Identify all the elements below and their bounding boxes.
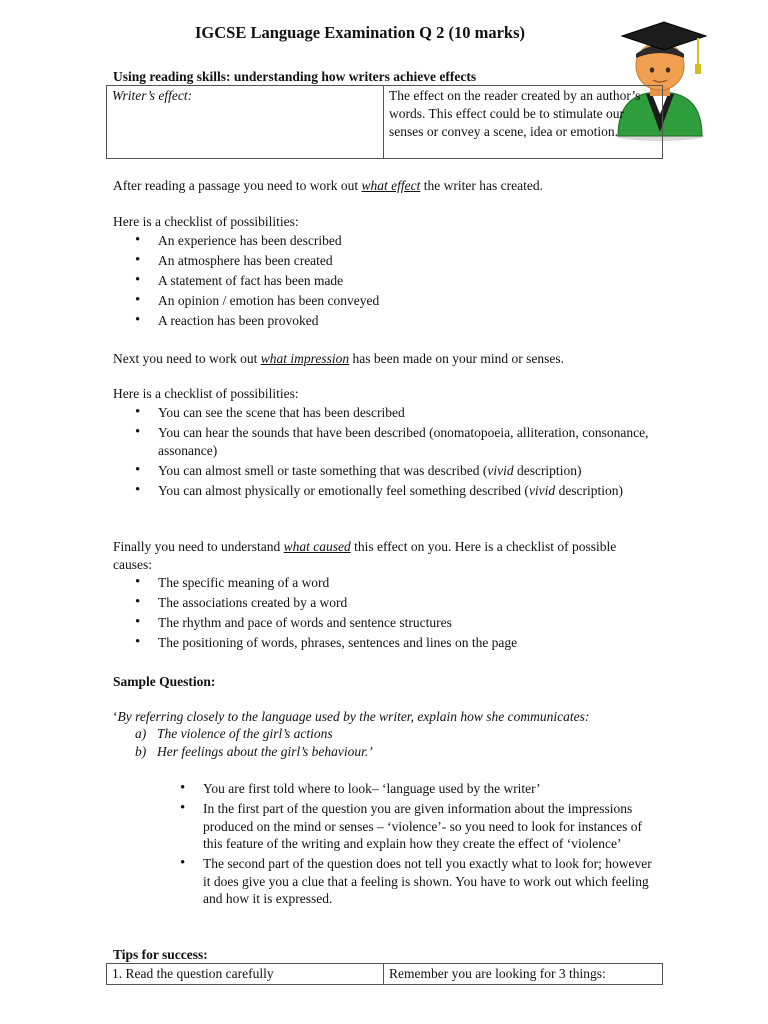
tips-heading: Tips for success: <box>113 947 208 962</box>
checklist-intro: Here is a checklist of possibilities: <box>113 214 299 229</box>
list-item: • The positioning of words, phrases, sentences and lines on the page <box>113 634 653 652</box>
list-item: • You can see the scene that has been described <box>113 404 653 422</box>
emphasis: what effect <box>361 178 421 193</box>
checklist-effects <box>113 232 653 332</box>
list-item: • An experience has been described <box>113 232 653 250</box>
checklist-causes <box>113 574 653 654</box>
paragraph-impression: Next you need to work out what impression has been made on your mind or senses. <box>113 351 564 366</box>
sample-subquestions <box>113 725 653 760</box>
definition-term: Writer’s effect: <box>107 86 384 159</box>
paragraph-effect: After reading a passage you need to work out what effect the writer has created. <box>113 178 543 193</box>
tips-cell: 1. Read the question carefully <box>107 964 384 985</box>
list-item: • In the first part of the question you are given information about the impressions produced on the mind or senses – ‘violence’- so you need to look for instances of this feature of the writing and explain how they create the effect of ‘violence’ <box>158 800 658 853</box>
tips-table <box>106 963 663 985</box>
page-title: IGCSE Language Examination Q 2 (10 marks) <box>194 23 526 42</box>
list-item: • An atmosphere has been created <box>113 252 653 270</box>
list-item: • The rhythm and pace of words and sentence structures <box>113 614 653 632</box>
list-item: • You can almost physically or emotionally feel something described (vivid description) <box>113 482 653 500</box>
paragraph-causes: Finally you need to understand what caused this effect on you. Here is a checklist of possible causes: <box>113 539 617 572</box>
emphasis: what impression <box>260 351 350 366</box>
sample-heading: Sample Question: <box>113 674 216 689</box>
list-item: • The specific meaning of a word <box>113 574 653 592</box>
sample-notes <box>158 780 658 910</box>
section-heading: Using reading skills: understanding how writers achieve effects <box>113 69 477 84</box>
list-item: • You can almost smell or taste something that was described (vivid description) <box>113 462 653 480</box>
list-item: a) The violence of the girl’s actions <box>135 726 333 741</box>
list-item: • A statement of fact has been made <box>113 272 653 290</box>
sample-question: ‘By referring closely to the language used by the writer, explain how she communicates: <box>113 709 590 724</box>
list-item: • You are first told where to look– ‘language used by the writer’ <box>158 780 658 798</box>
list-item: • You can hear the sounds that have been described (onomatopoeia, alliteration, consonance, assonance) <box>113 424 653 459</box>
checklist-impressions <box>113 404 653 502</box>
definition-table <box>106 85 663 159</box>
list-item: b) Her feelings about the girl’s behaviour.’ <box>135 743 373 759</box>
list-item: • The associations created by a word <box>113 594 653 612</box>
checklist-intro: Here is a checklist of possibilities: <box>113 386 299 401</box>
definition-text: The effect on the reader created by an author’s words. This effect could be to stimulate our senses or convey a scene, idea or emotion. <box>384 86 663 159</box>
emphasis: what caused <box>283 539 351 554</box>
tips-cell: Remember you are looking for 3 things: <box>384 964 663 985</box>
list-item: • A reaction has been provoked <box>113 312 653 330</box>
list-item: • An opinion / emotion has been conveyed <box>113 292 653 310</box>
list-item: • The second part of the question does not tell you exactly what to look for; however it does give you a clue that a feeling is shown. You have to work out which feeling and how it is expressed. <box>158 855 658 908</box>
